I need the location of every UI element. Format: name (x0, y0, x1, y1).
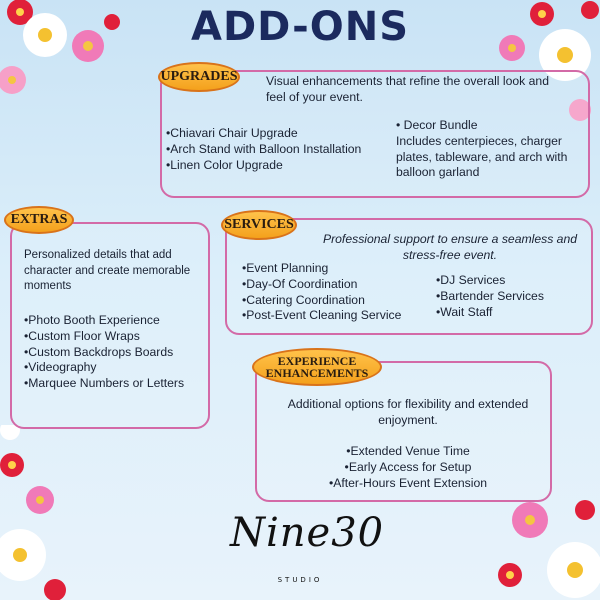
pink-flower-icon (26, 486, 54, 514)
list-item: • Extended Venue Time (268, 444, 548, 460)
decor-bundle-detail: Includes centerpieces, charger plates, tableware, and arch with balloon garland (396, 134, 568, 179)
pink-flower-icon (512, 502, 548, 538)
experience-list (268, 444, 548, 491)
list-item: • After-Hours Event Extension (268, 476, 548, 492)
extras-label: EXTRAS (4, 206, 74, 234)
list-item: • Day-Of Coordination (242, 277, 427, 293)
list-item: • Event Planning (242, 261, 427, 277)
list-item: • Post-Event Cleaning Service (242, 308, 427, 324)
list-item: • Arch Stand with Balloon Installation (166, 142, 391, 158)
brand-logo-subtitle: STUDIO (277, 576, 323, 584)
services-list-left (242, 261, 427, 324)
list-item: • Videography (24, 360, 210, 376)
decor-bundle-title-text: Decor Bundle (403, 118, 478, 132)
list-item: • Catering Coordination (242, 293, 427, 309)
extras-list (24, 313, 210, 392)
list-item: • Custom Floor Wraps (24, 329, 210, 345)
list-item: • Linen Color Upgrade (166, 158, 391, 174)
experience-label-line2: ENHANCEMENTS (265, 366, 369, 380)
daisy-flower-icon (547, 542, 600, 598)
red-flower-icon (0, 453, 24, 477)
upgrades-list-left (166, 126, 391, 173)
page-title: ADD-ONS (191, 4, 409, 50)
brand-logo: Nine30 (230, 510, 385, 556)
daisy-flower-icon (0, 529, 46, 581)
list-item: • Bartender Services (436, 289, 586, 305)
decor-bundle-title: • Decor Bundle (396, 118, 478, 132)
list-item: • Photo Booth Experience (24, 313, 210, 329)
list-item: • Marquee Numbers or Letters (24, 376, 210, 392)
extras-description: Personalized details that add character and create memorable moments (24, 249, 191, 292)
upgrades-description: Visual enhancements that refine the overall look and feel of your event. (266, 74, 549, 104)
flower-cluster-bottom-right-icon (490, 490, 600, 600)
red-flower-icon (498, 563, 522, 587)
list-item: • Early Access for Setup (268, 460, 548, 476)
upgrades-label: UPGRADES (158, 62, 240, 92)
experience-label (252, 348, 382, 386)
list-item: • Custom Backdrops Boards (24, 345, 210, 361)
experience-label-line1: EXPERIENCE (277, 354, 357, 368)
flower-cluster-bottom-left-icon (0, 425, 80, 600)
list-item: • DJ Services (436, 273, 586, 289)
list-item: • Chiavari Chair Upgrade (166, 126, 391, 142)
services-description: Professional support to ensure a seamless and stress-free event. (322, 232, 578, 262)
list-item: • Wait Staff (436, 305, 586, 321)
services-label: SERVICES (221, 210, 297, 240)
experience-description: Additional options for flexibility and extended enjoyment. (287, 397, 529, 427)
services-list-right (436, 273, 586, 320)
